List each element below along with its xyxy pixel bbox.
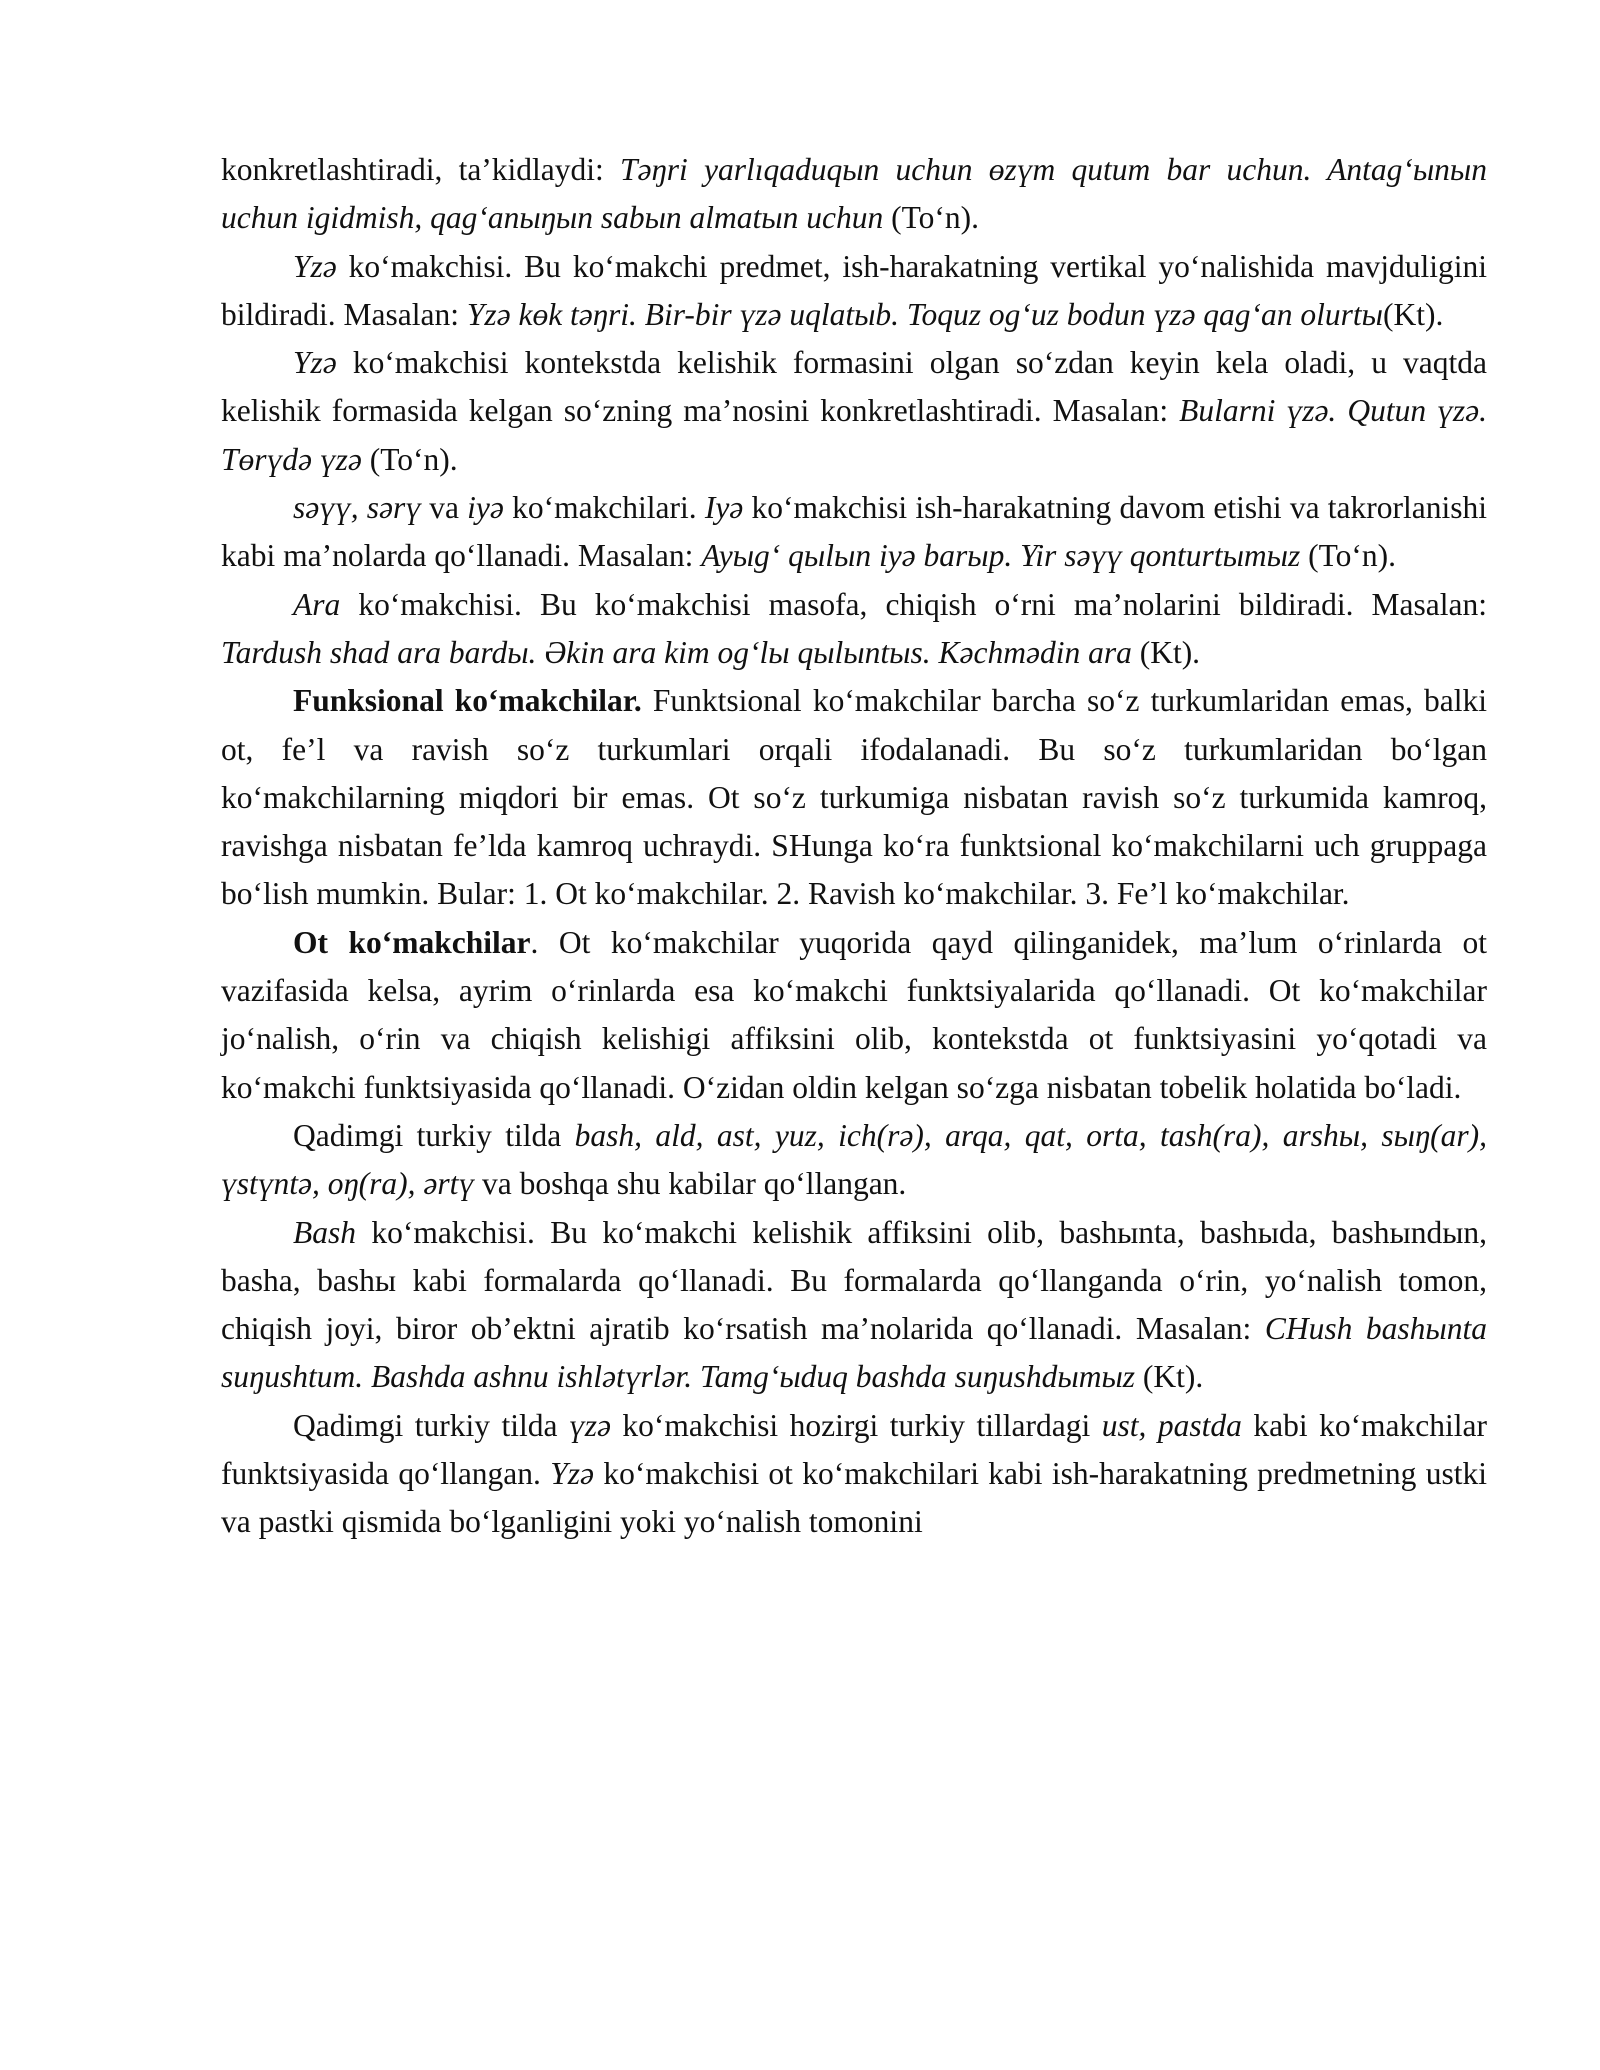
paragraph-10 [221, 1402, 1487, 1547]
text-run: səүү, sərү [293, 490, 422, 526]
text-run: ko‘makchisi kontekstda kelishik formasini olgan so‘zdan keyin kela oladi, u vaqtda kelishik formasida kelgan so‘zning ma’nosini konkretlashtiradi. Masalan: [221, 345, 1487, 429]
text-run: (Kt). [1131, 634, 1201, 670]
paragraph-4 [221, 484, 1487, 581]
text-run: ust, pastda [1101, 1407, 1242, 1443]
text-run: Qadimgi turkiy tilda [293, 1117, 575, 1153]
paragraph-8 [221, 1112, 1487, 1209]
paragraph-6 [221, 677, 1487, 918]
text-run: Yzə [293, 248, 337, 284]
text-run: Ara [293, 586, 341, 622]
text-run: Tardush shad ara bardы. Əkin ara kim og‘lы qыlыntыs. Kəchmədin ara [221, 634, 1132, 670]
text-run: (Kt). [1135, 1359, 1204, 1395]
text-run: ko‘makchisi. Bu ko‘makchi predmet, ish-harakatning vertikal yo‘nalishida mavjduligini bildiradi. Masalan: [221, 248, 1487, 332]
paragraph-7 [221, 919, 1487, 1112]
paragraph-5 [221, 581, 1487, 678]
text-run: Yzə [293, 345, 337, 381]
paragraph-1 [221, 146, 1487, 243]
text-run: Yzə kөk təŋri. Bir-bir үzə uqlatыb. Toquz og‘uz bodun үzə qag‘an olurtы [466, 296, 1384, 332]
text-run: ko‘makchisi ish-harakatning davom etishi va takrorlanishi kabi ma’nolarda qo‘llanadi. Masalan: [221, 490, 1487, 574]
section-heading: Ot ko‘makchilar [293, 924, 531, 960]
text-run: (Kt). [1383, 296, 1444, 332]
text-run: va boshqa shu kabilar qo‘llangan. [474, 1166, 907, 1202]
paragraph-3 [221, 339, 1487, 484]
text-run: va [421, 490, 468, 526]
text-run: Bularni үzə. Qutun үzə. Tөrүdə үzə [221, 393, 1487, 477]
text-run: konkretlashtiradi, ta’kidlaydi: [221, 152, 621, 187]
section-heading: Funksional ko‘makchilar. [293, 683, 642, 719]
text-run: Bash [293, 1214, 356, 1250]
text-run: Qadimgi turkiy tilda [293, 1407, 569, 1443]
text-run: ko‘makchisi. Bu ko‘makchi kelishik affiksini olib, bashыnta, bashыda, bashыndыn, basha, bashы kabi formalarda qo‘llanadi. Bu formalarda qo‘llanganda o‘rin, yo‘nalish tomon, chiqish joyi, biror ob’ektni ajratib ko‘rsatish ma’nolarida qo‘llanadi. Masalan: [221, 1214, 1487, 1347]
text-run: Ayыg‘ qыlыn iyə barыp. Yir səүү qonturtыmыz [701, 538, 1301, 574]
document-page [221, 146, 1487, 1547]
text-run: Iyə [704, 490, 744, 526]
text-run: ko‘makchisi. Bu ko‘makchisi masofa, chiqish o‘rni ma’nolarini bildiradi. Masalan: [340, 586, 1487, 622]
text-run: ko‘makchisi hozirgi turkiy tillardagi [610, 1407, 1102, 1443]
text-run: ko‘makchisi ot ko‘makchilari kabi ish-harakatning predmetning ustki va pastki qismida bo‘lganligini yoki yo‘nalish tomonini [221, 1456, 1487, 1540]
text-run: kabi ko‘makchilar funktsiyasida qo‘llangan. [221, 1407, 1487, 1492]
text-run: (To‘n). [361, 441, 458, 477]
text-run: ko‘makchilari. [503, 490, 705, 526]
text-run: iyə [467, 490, 504, 526]
paragraph-2 [221, 243, 1487, 340]
text-run: (To‘n). [1300, 538, 1397, 574]
text-run: Funktsional ko‘makchilar barcha so‘z turkumlaridan emas, balki ot, fe’l va ravish so‘z turkumlari orqali ifodalanadi. Bu so‘z turkumlaridan bo‘lgan ko‘makchilarning miqdori bir emas. Ot so‘z turkumiga nisbatan ravish so‘z turkumida kamroq, ravishga nisbatan fe’lda kamroq uchraydi. SHunga ko‘ra funktsional ko‘makchilarni uch gruppaga bo‘lish mumkin. Bular: 1. Ot ko‘makchilar. 2. Ravish ko‘makchilar. 3. Fe’l ko‘makchilar. [221, 683, 1487, 912]
text-run: CHush bashыnta suŋushtum. Bashda ashnu ishlətүrlər. Tamg‘ыduq bashda suŋushdыmыz [221, 1311, 1487, 1395]
text-run: (To‘n). [883, 200, 980, 236]
text-run: . Ot ko‘makchilar yuqorida qayd qilinganidek, ma’lum o‘rinlarda ot vazifasida kelsa, ayrim o‘rinlarda esa ko‘makchi funktsiyalarida qo‘llanadi. Ot ko‘makchilar jo‘nalish, o‘rin va chiqish kelishigi affiksini olib, kontekstda ot funktsiyasini yo‘qotadi va ko‘makchi funktsiyasida qo‘llanadi. O‘zidan oldin kelgan so‘zga nisbatan tobelik holatida bo‘ladi. [221, 924, 1488, 1105]
text-run: Yzə [550, 1456, 595, 1492]
text-run: Təŋri yarlıqaduqыn uchun өzүm qutum bar uchun. Antag‘ыnыn uchun igidmish, qag‘anыŋыn sabыn almatыn uchun [221, 152, 1487, 236]
text-run: bash, ald, ast, yuz, ich(rə), arqa, qat, orta, tash(ra), arshы, sыŋ(ar), үstүntə, oŋ(ra), ərtү [221, 1117, 1487, 1202]
text-run: үzə [568, 1407, 611, 1443]
paragraph-9 [221, 1209, 1487, 1402]
